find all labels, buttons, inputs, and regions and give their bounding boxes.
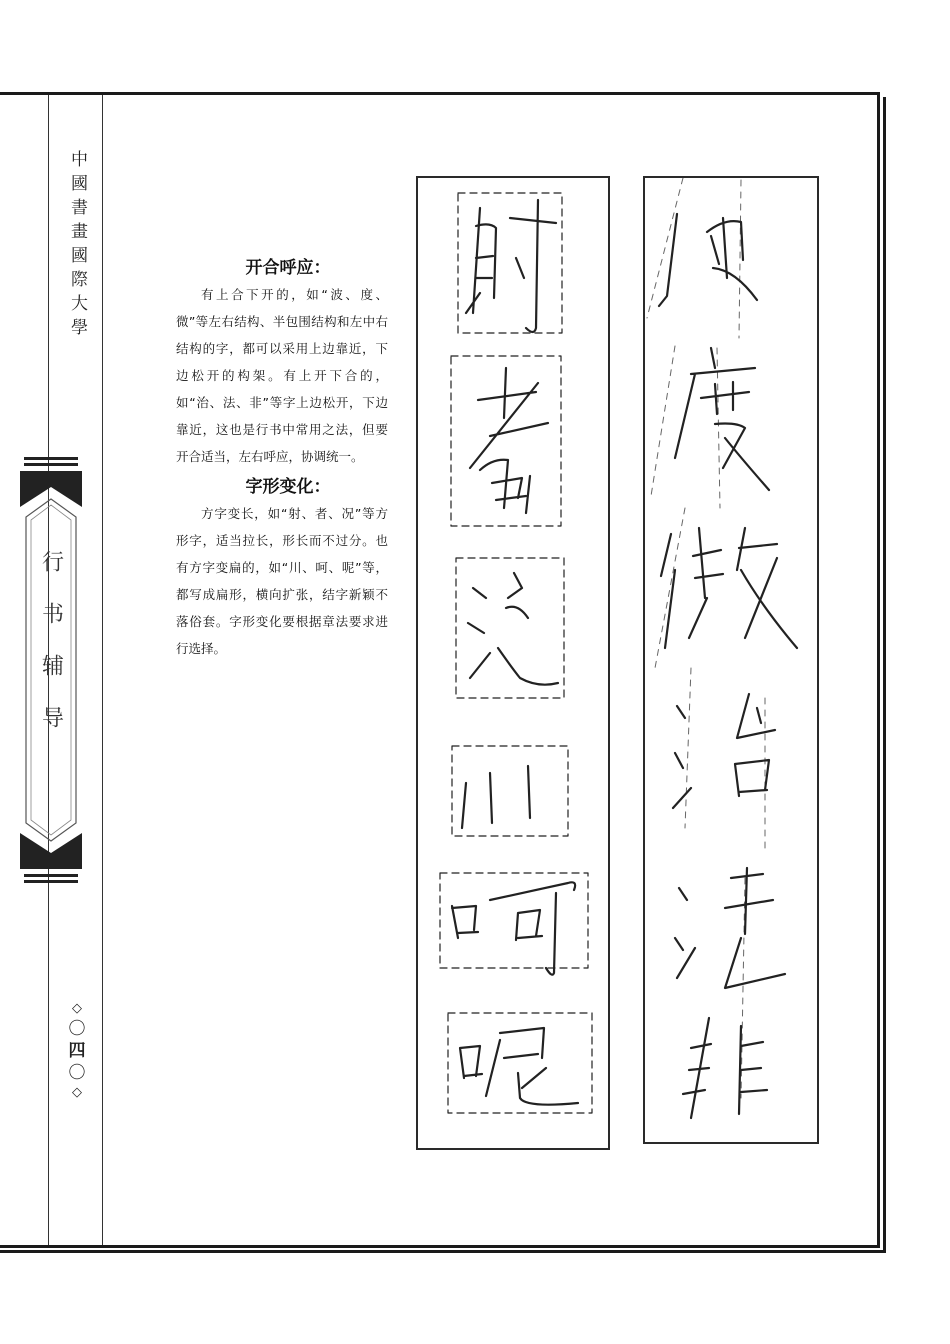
calligraphy-zhi-icon [673, 694, 775, 808]
calligraphy-panel-shape-examples [416, 176, 610, 1150]
calligraphy-fa-icon [675, 868, 785, 988]
heading-opening-closing: 开合呼应： [245, 258, 331, 278]
calligraphy-du-icon [675, 348, 769, 490]
calligraphy-bo-icon [659, 214, 757, 306]
text-block [176, 255, 388, 666]
series-title: 中國書畫國際大學 [67, 150, 87, 342]
spine-rule-right [102, 95, 103, 1245]
calligraphy-wei-icon [661, 528, 797, 648]
calligraphy-kuang-icon [456, 558, 564, 698]
diamond-top-icon: ◇ [72, 1001, 82, 1016]
calligraphy-fei-icon [683, 1018, 767, 1118]
calligraphy-she-icon [458, 193, 562, 333]
calligraphy-he-icon [440, 873, 588, 975]
page-number-digit-1: 〇 [68, 1019, 86, 1039]
page-number-digit-3: 〇 [68, 1063, 86, 1083]
paragraph-shape-change: 方字变长，如“射、者、况”等方形字，适当拉长，形长而不过分。也有方字变扁的，如“川、呵、呢”等，都写成扁形，横向扩张，结字新颖不落俗套。字形变化要根据章法要求进行选择。 [176, 506, 388, 656]
calligraphy-ni-icon [448, 1013, 592, 1113]
section-title: 行书辅导 [38, 550, 64, 758]
page-number [62, 1000, 92, 1102]
paragraph-opening-closing: 有上合下开的，如“波、度、微”等左右结构、半包围结构和左中右结构的字，都可以采用上边靠近，下边松开的构架。有上开下合的，如“治、法、非”等字上边松开，下边靠近，这也是行书中常用之法，但要开合适当，左右呼应，协调统一。 [176, 287, 388, 464]
calligraphy-zhe-icon [451, 356, 561, 526]
calligraphy-panel-structure-examples [643, 176, 819, 1144]
guide-lines-icon [647, 178, 765, 1098]
section-cartouche [20, 455, 82, 885]
diamond-bottom-icon: ◇ [72, 1085, 82, 1100]
page-number-digit-2: 四 [68, 1041, 86, 1061]
calligraphy-chuan-icon [452, 746, 568, 836]
heading-shape-change: 字形变化： [245, 477, 331, 497]
